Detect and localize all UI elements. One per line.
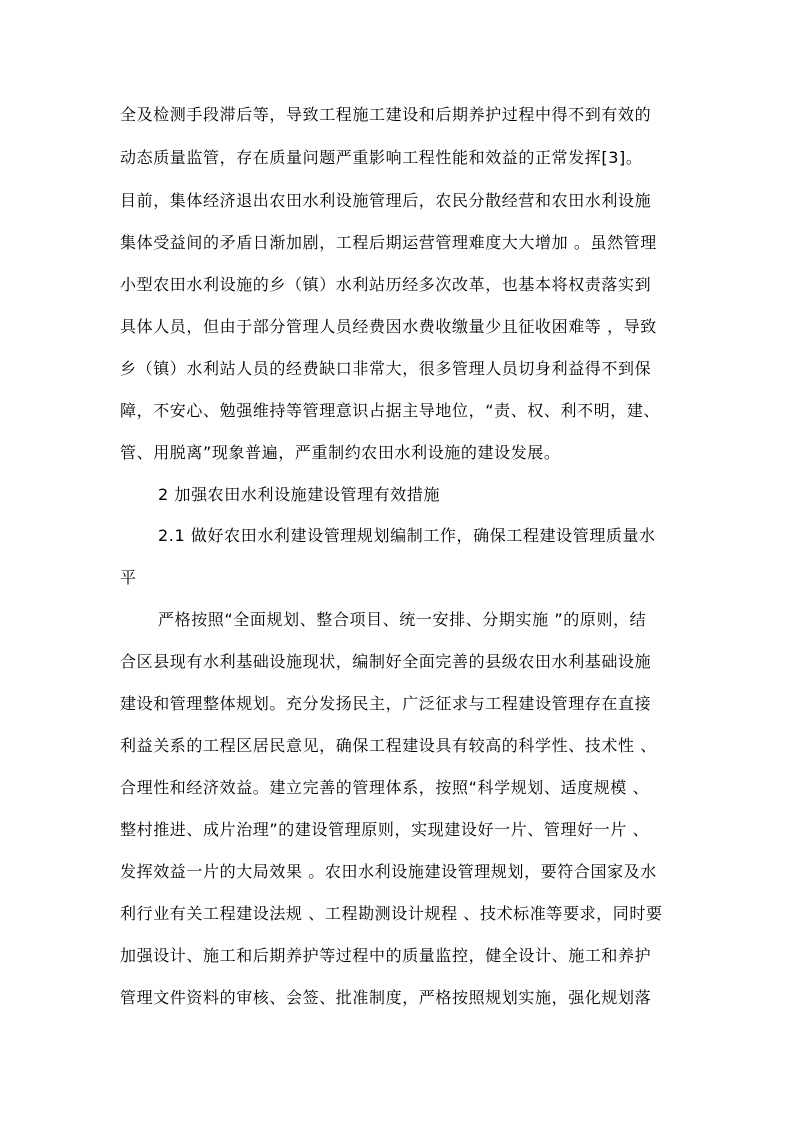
- paragraph-line: 具体人员，但由于部分管理人员经费因水费收缴量少且征收困难等 ，导致: [120, 317, 657, 336]
- paragraph-line: 集体受益间的矛盾日渐加剧，工程后期运营管理难度大大增加 。虽然管理: [120, 233, 657, 252]
- paragraph-line: 目前，集体经济退出农田水利设施管理后，农民分散经营和农田水利设施: [120, 191, 652, 210]
- paragraph-line: 整村推进、成片治理”的建设管理原则，实现建设好一片、管理好一片 、: [120, 820, 650, 839]
- paragraph-line: 合区县现有水利基础设施现状，编制好全面完善的县级农田水利基础设施: [120, 652, 652, 671]
- paragraph-line: 利益关系的工程区居民意见，确保工程建设具有较高的科学性、技术性 、: [120, 736, 657, 755]
- paragraph-line: 障，不安心、勉强维持等管理意识占据主导地位，“责、权、利不明，建、: [120, 401, 661, 420]
- subsection-heading-continuation: 平: [120, 568, 137, 587]
- paragraph-line: 利行业有关工程建设法规 、工程勘测设计规程 、技术标准等要求，同时要: [120, 904, 663, 923]
- paragraph-line: 管理文件资料的审核、会签、批准制度，严格按照规划实施，强化规划落: [120, 988, 652, 1007]
- subsection-heading: 2.1 做好农田水利建设管理规划编制工作，确保工程建设管理质量水: [158, 526, 656, 545]
- paragraph-line: 动态质量监管，存在质量问题严重影响工程性能和效益的正常发挥[3]。: [120, 148, 643, 167]
- paragraph-line: 管、用脱离”现象普遍，严重制约农田水利设施的建设发展。: [120, 443, 561, 462]
- paragraph-line: 建设和管理整体规划。充分发扬民主，广泛征求与工程建设管理存在直接: [120, 694, 652, 713]
- paragraph-line: 全及检测手段滞后等，导致工程施工建设和后期养护过程中得不到有效的: [120, 105, 652, 124]
- paragraph-line: 发挥效益一片的大局效果 。农田水利设施建设管理规划，要符合国家及水: [120, 862, 657, 881]
- paragraph-line: 严格按照“全面规划、整合项目、统一安排、分期实施 ”的原则，结: [158, 610, 647, 629]
- section-heading: 2 加强农田水利设施建设管理有效措施: [158, 485, 441, 504]
- paragraph-line: 小型农田水利设施的乡（镇）水利站历经多次改革，也基本将权责落实到: [120, 275, 652, 294]
- paragraph-line: 合理性和经济效益。建立完善的管理体系，按照“科学规划、适度规模 、: [120, 778, 650, 797]
- paragraph-line: 乡（镇）水利站人员的经费缺口非常大，很多管理人员切身利益得不到保: [120, 359, 652, 378]
- paragraph-line: 加强设计、施工和后期养护等过程中的质量监控，健全设计、施工和养护: [120, 946, 652, 965]
